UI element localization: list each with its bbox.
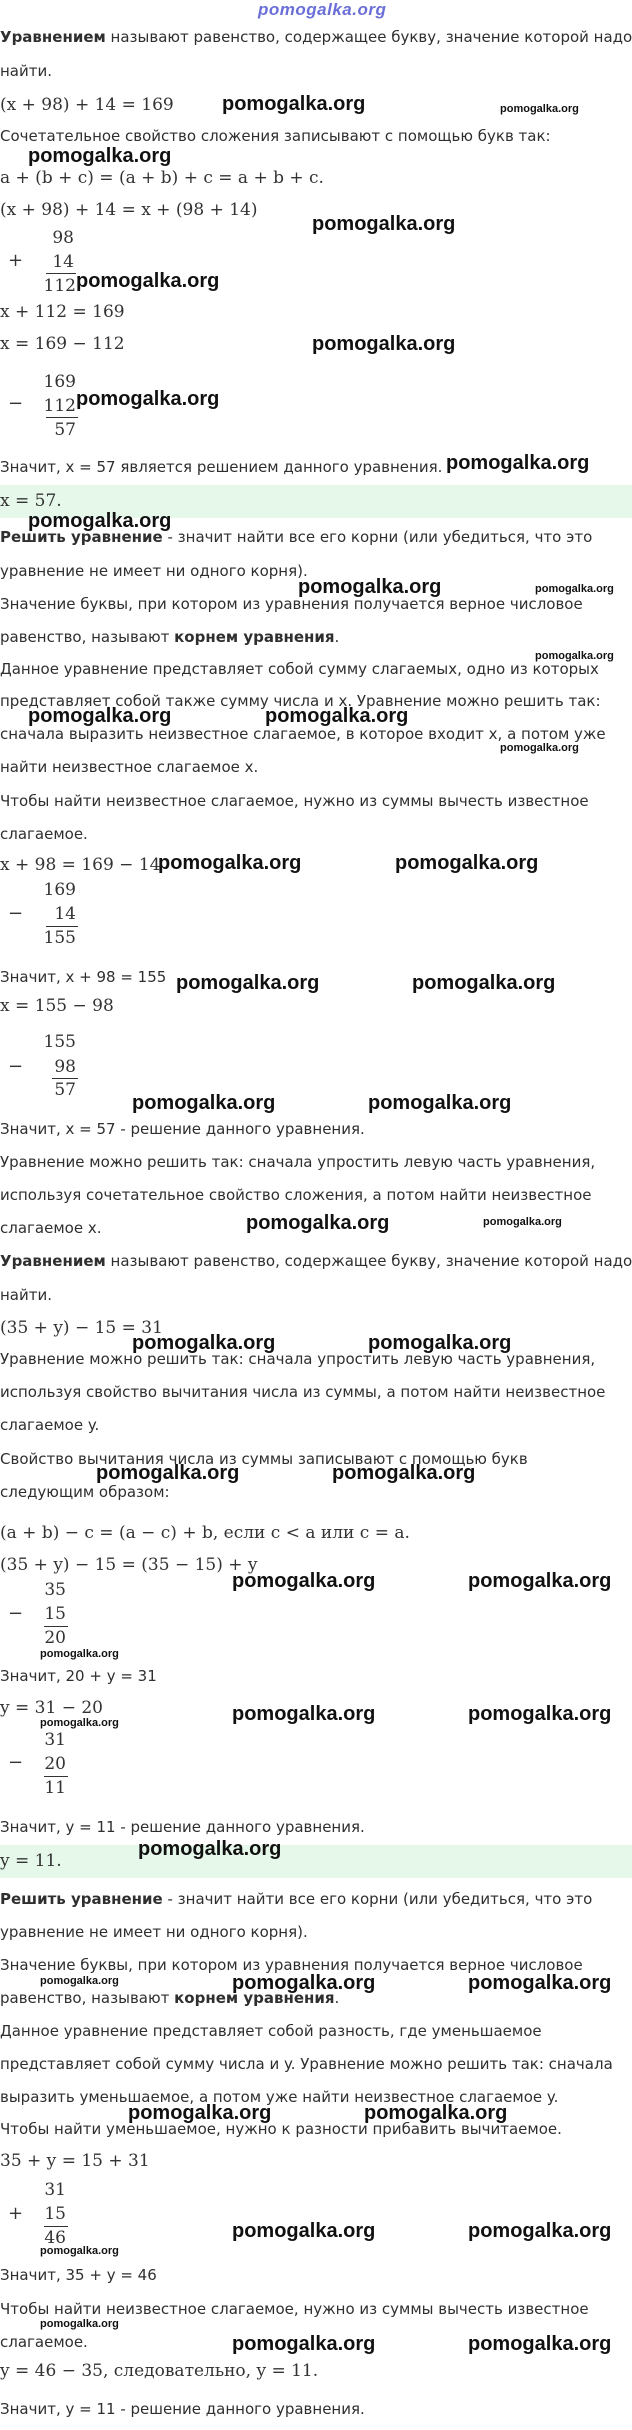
watermark: pomogalka.org — [176, 972, 320, 994]
answer: y = 11. — [0, 1851, 62, 1871]
equation: a + (b + c) = (a + b) + c = a + b + c. — [0, 168, 324, 188]
term-solve: Решить уравнение — [0, 1890, 163, 1908]
paragraph-explanation: Данное уравнение представляет собой разность, где уменьшаемое — [0, 2022, 542, 2040]
watermark: pomogalka.org — [28, 510, 172, 532]
watermark: pomogalka.org — [332, 1462, 476, 1484]
paragraph-definition — [0, 28, 632, 46]
paragraph-line: уравнение не имеет ни одного корня). — [0, 1923, 308, 1941]
equation: (35 + y) − 15 = (35 − 15) + y — [0, 1555, 258, 1575]
watermark: pomogalka.org — [232, 2333, 376, 2355]
calc-line — [46, 417, 78, 418]
calc-line — [52, 1078, 78, 1079]
calc-operator: − — [8, 1752, 24, 1773]
paragraph-line: представляет собой также сумму числа и x. Уравнение можно решить так: — [0, 692, 601, 710]
calc-result: 57 — [54, 420, 76, 440]
watermark: pomogalka.org — [222, 93, 366, 115]
paragraph-line — [0, 1989, 339, 2007]
term-root: корнем уравнения — [174, 628, 335, 646]
paragraph-line: представляет собой сумму числа и y. Уравнение можно решить так: сначала — [0, 2055, 613, 2073]
paragraph-line: слагаемое. — [0, 2333, 88, 2351]
equation: (x + 98) + 14 = 169 — [0, 95, 174, 115]
calc-operand: 35 — [44, 1580, 66, 1600]
paragraph-conclusion: Значит, 35 + y = 46 — [0, 2266, 157, 2284]
equation: (a + b) − c = (a − c) + b, если c < a или c = a. — [0, 1523, 410, 1543]
watermark: pomogalka.org — [40, 1717, 119, 1729]
calc-operand: 31 — [44, 1730, 66, 1750]
calc-result: 11 — [44, 1778, 66, 1798]
answer-highlight — [0, 1845, 632, 1878]
watermark: pomogalka.org — [468, 1703, 612, 1725]
paragraph-rule: Чтобы найти уменьшаемое, нужно к разности прибавить вычитаемое. — [0, 2120, 562, 2138]
paragraph-conclusion: Значит, x = 57 является решением данного уравнения. — [0, 458, 443, 476]
watermark: pomogalka.org — [128, 2102, 272, 2124]
equation: y = 46 − 35, следовательно, y = 11. — [0, 2361, 319, 2381]
paragraph-solve-definition — [0, 1890, 592, 1908]
calc-operand: 98 — [54, 1057, 76, 1077]
watermark: pomogalka.org — [76, 388, 220, 410]
watermark: pomogalka.org — [395, 852, 539, 874]
watermark: pomogalka.org — [132, 1332, 276, 1354]
paragraph-line: найти неизвестное слагаемое x. — [0, 758, 259, 776]
watermark: pomogalka.org — [312, 333, 456, 355]
calc-operand: 155 — [43, 1032, 76, 1052]
paragraph-line — [0, 628, 339, 646]
equation: x = 169 − 112 — [0, 334, 125, 354]
answer: x = 57. — [0, 491, 62, 511]
paragraph-rule: Чтобы найти неизвестное слагаемое, нужно из суммы вычесть известное — [0, 2300, 589, 2318]
watermark: pomogalka.org — [232, 1570, 376, 1592]
watermark: pomogalka.org — [40, 1975, 119, 1987]
watermark: pomogalka.org — [368, 1092, 512, 1114]
watermark: pomogalka.org — [500, 742, 579, 754]
paragraph-root-definition: Значение буквы, при котором из уравнения получается верное числовое — [0, 595, 583, 613]
term-solve: Решить уравнение — [0, 528, 163, 546]
watermark: pomogalka.org — [232, 2220, 376, 2242]
equation: y = 31 − 20 — [0, 1698, 103, 1718]
paragraph-line: выразить уменьшаемое, а потом уже найти неизвестное слагаемое y. — [0, 2088, 559, 2106]
watermark: pomogalka.org — [76, 270, 220, 292]
calc-line — [44, 1776, 68, 1777]
text: называют равенство, содержащее букву, значение которой надо — [105, 28, 632, 46]
watermark: pomogalka.org — [132, 1092, 276, 1114]
text: называют равенство, содержащее букву, значение которой надо — [105, 1252, 632, 1270]
watermark: pomogalka.org — [312, 213, 456, 235]
calc-operator: + — [8, 2203, 24, 2224]
calc-operand: 169 — [43, 880, 76, 900]
watermark: pomogalka.org — [28, 145, 172, 167]
paragraph-rule: Чтобы найти неизвестное слагаемое, нужно из суммы вычесть известное — [0, 792, 589, 810]
calc-operand: 98 — [52, 228, 74, 248]
watermark: pomogalka.org — [265, 705, 409, 727]
paragraph-root-definition: Значение буквы, при котором из уравнения получается верное числовое — [0, 1956, 583, 1974]
watermark: pomogalka.org — [232, 1972, 376, 1994]
calc-operand: 14 — [52, 252, 74, 272]
calc-operand: 169 — [43, 372, 76, 392]
watermark: pomogalka.org — [28, 705, 172, 727]
equation: x = 155 − 98 — [0, 996, 114, 1016]
calc-result: 20 — [44, 1628, 66, 1648]
paragraph-conclusion: Значит, x + 98 = 155 — [0, 968, 167, 986]
watermark: pomogalka.org — [40, 2318, 119, 2330]
term-equation: Уравнением — [0, 1252, 106, 1270]
equation: 35 + y = 15 + 31 — [0, 2151, 150, 2171]
paragraph-method: Уравнение можно решить так: сначала упростить левую часть уравнения, — [0, 1153, 596, 1171]
watermark: pomogalka.org — [468, 1972, 612, 1994]
equation: x + 112 = 169 — [0, 302, 125, 322]
equation: x + 98 = 169 − 14 — [0, 855, 161, 875]
watermark: pomogalka.org — [246, 1212, 390, 1234]
equation: (35 + y) − 15 = 31 — [0, 1318, 163, 1338]
calc-result: 46 — [44, 2228, 66, 2248]
paragraph-line: уравнение не имеет ни одного корня). — [0, 562, 308, 580]
paragraph-conclusion: Значит, y = 11 - решение данного уравнения. — [0, 2400, 365, 2418]
paragraph-conclusion: Значит, y = 11 - решение данного уравнения. — [0, 1818, 365, 1836]
calc-operator: + — [8, 250, 24, 271]
paragraph-method: Уравнение можно решить так: сначала упростить левую часть уравнения, — [0, 1350, 596, 1368]
term-root: корнем уравнения — [174, 1989, 335, 2007]
term-equation: Уравнением — [0, 28, 106, 46]
paragraph-line: используя сочетательное свойство сложения, а потом найти неизвестное — [0, 1186, 592, 1204]
paragraph-conclusion: Значит, 20 + y = 31 — [0, 1667, 157, 1685]
watermark: pomogalka.org — [368, 1332, 512, 1354]
text: . — [334, 628, 340, 646]
calc-result: 155 — [43, 928, 76, 948]
paragraph-line: слагаемое. — [0, 825, 88, 843]
paragraph-solve-definition — [0, 528, 592, 546]
calc-line — [44, 1626, 68, 1627]
text: - значит найти все его корни (или убедиться, что это — [162, 1890, 593, 1908]
calc-result: 57 — [54, 1080, 76, 1100]
paragraph-line: сначала выразить неизвестное слагаемое, в которое входит x, а потом уже — [0, 725, 606, 743]
paragraph-definition — [0, 1252, 632, 1270]
calc-line — [46, 273, 76, 274]
watermark: pomogalka.org — [500, 103, 579, 115]
calc-operand: 31 — [44, 2180, 66, 2200]
text: равенство, называют — [0, 1989, 175, 2007]
calc-operator: − — [8, 1056, 24, 1077]
watermark: pomogalka.org — [96, 1462, 240, 1484]
watermark: pomogalka.org — [446, 452, 590, 474]
calc-operand: 15 — [44, 1604, 66, 1624]
text: - значит найти все его корни (или убедиться, что это — [162, 528, 593, 546]
calc-operator: − — [8, 393, 24, 414]
watermark: pomogalka.org — [535, 583, 614, 595]
equation: (x + 98) + 14 = x + (98 + 14) — [0, 200, 258, 220]
calc-operand: 14 — [54, 904, 76, 924]
calc-operand: 15 — [44, 2204, 66, 2224]
calc-result: 112 — [43, 276, 76, 296]
watermark: pomogalka.org — [364, 2102, 508, 2124]
paragraph-line: найти. — [0, 62, 53, 80]
watermark: pomogalka.org — [468, 1570, 612, 1592]
watermark: pomogalka.org — [298, 576, 442, 598]
watermark: pomogalka.org — [138, 1838, 282, 1860]
watermark: pomogalka.org — [40, 2245, 119, 2257]
calc-operator: − — [8, 903, 24, 924]
text: равенство, называют — [0, 628, 175, 646]
watermark: pomogalka.org — [40, 1648, 119, 1660]
paragraph-line: слагаемое y. — [0, 1416, 100, 1434]
watermark: pomogalka.org — [483, 1216, 562, 1228]
watermark: pomogalka.org — [232, 1703, 376, 1725]
paragraph-explanation: Данное уравнение представляет собой сумму слагаемых, одно из которых — [0, 660, 599, 678]
watermark: pomogalka.org — [468, 2333, 612, 2355]
paragraph-property: Сочетательное свойство сложения записывают с помощью букв так: — [0, 127, 551, 145]
paragraph-line: слагаемое x. — [0, 1219, 102, 1237]
paragraph-line: следующим образом: — [0, 1483, 170, 1501]
watermark: pomogalka.org — [535, 650, 614, 662]
watermark: pomogalka.org — [468, 2220, 612, 2242]
calc-line — [44, 2226, 68, 2227]
calc-operator: − — [8, 1603, 24, 1624]
calc-operand: 112 — [43, 396, 76, 416]
calc-line — [46, 926, 78, 927]
watermark: pomogalka.org — [412, 972, 556, 994]
site-logo[interactable]: pomogalka.org — [258, 0, 387, 19]
text: . — [334, 1989, 340, 2007]
paragraph-line: найти. — [0, 1286, 53, 1304]
paragraph-line: используя свойство вычитания числа из суммы, а потом найти неизвестное — [0, 1383, 606, 1401]
paragraph-conclusion: Значит, x = 57 - решение данного уравнения. — [0, 1120, 365, 1138]
paragraph-property: Свойство вычитания числа из суммы записывают с помощью букв — [0, 1450, 528, 1468]
watermark: pomogalka.org — [158, 852, 302, 874]
calc-operand: 20 — [44, 1754, 66, 1774]
